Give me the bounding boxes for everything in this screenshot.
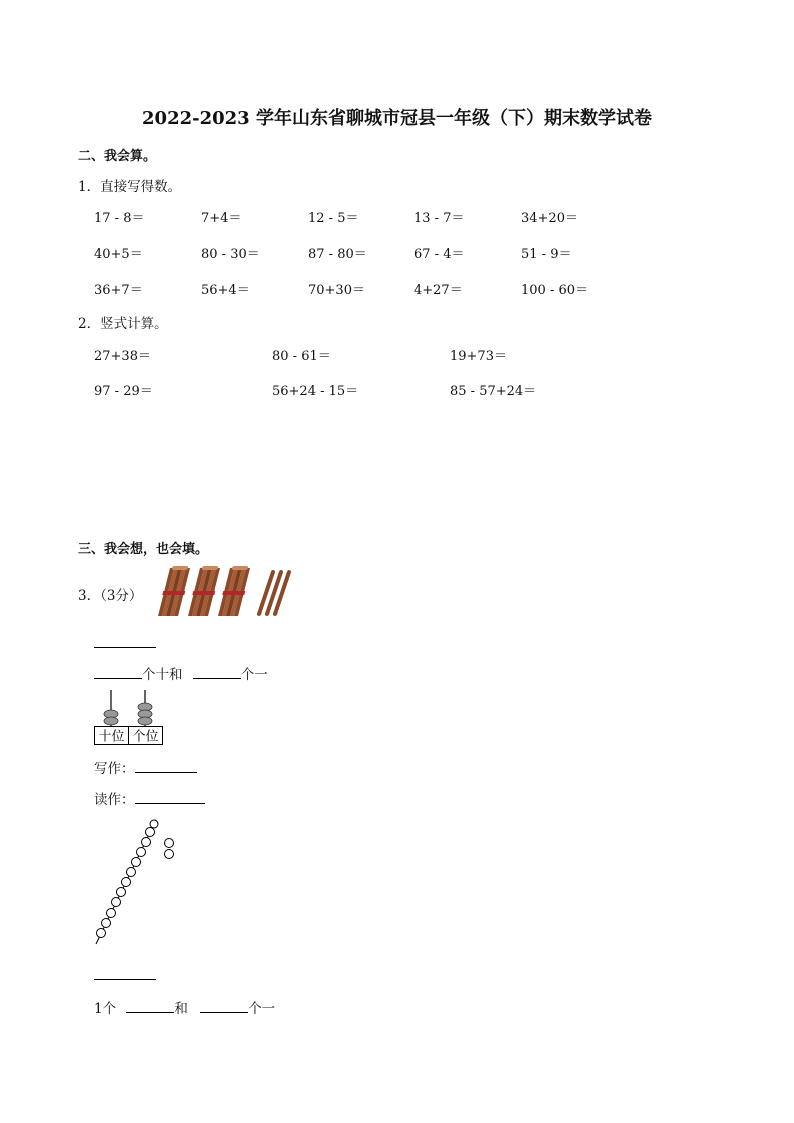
q2-equation: 80 - 61＝ xyxy=(272,349,331,364)
string-bead xyxy=(132,858,141,867)
tens-text: 个十和 xyxy=(142,667,183,683)
write-line xyxy=(94,757,197,777)
question-2-label: 2．竖式计算。 xyxy=(78,316,168,332)
string-bead xyxy=(146,828,155,837)
q1-equation: 4+27＝ xyxy=(414,283,463,298)
tens-place-label: 十位 xyxy=(98,729,125,745)
question-1-label: 1．直接写得数。 xyxy=(78,179,182,195)
ones-text: 个一 xyxy=(240,667,268,683)
q2-equation: 19+73＝ xyxy=(450,349,507,364)
string-bead xyxy=(97,929,106,938)
string-bead xyxy=(117,888,126,897)
q1-equation: 40+5＝ xyxy=(94,247,143,262)
last-prefix: 1个 xyxy=(94,1001,117,1017)
q1-equation: 80 - 30＝ xyxy=(201,247,260,262)
section-heading-3: 三、我会想，也会填。 xyxy=(78,542,209,557)
q1-equation: 100 - 60＝ xyxy=(521,283,589,298)
read-answer-blank[interactable] xyxy=(135,789,205,804)
ones-bead xyxy=(138,717,152,725)
q2-equation: 27+38＝ xyxy=(94,349,151,364)
ones-answer-blank[interactable] xyxy=(193,664,241,679)
last-middle: 和 xyxy=(174,1001,188,1017)
q1-equation: 34+20＝ xyxy=(521,211,578,226)
counting-sticks-figure xyxy=(155,564,295,620)
write-label: 写作： xyxy=(94,761,135,777)
stick-bundle xyxy=(217,566,251,616)
string-bead xyxy=(127,868,136,877)
q1-equation: 13 - 7＝ xyxy=(414,211,465,226)
q1-equation: 70+30＝ xyxy=(308,283,365,298)
string-bead xyxy=(112,898,121,907)
write-answer-blank[interactable] xyxy=(135,758,197,773)
bead-string-figure xyxy=(90,818,180,950)
q1-equation: 36+7＝ xyxy=(94,283,143,298)
string-bead xyxy=(102,919,111,928)
q2-equation: 97 - 29＝ xyxy=(94,384,153,399)
extra-bead xyxy=(165,850,174,859)
answer-blank[interactable] xyxy=(94,965,156,980)
last-answer-line xyxy=(94,997,275,1017)
abacus-figure xyxy=(94,688,164,746)
ones-place-label: 个位 xyxy=(132,729,159,745)
stick-bundle xyxy=(187,566,221,616)
read-line xyxy=(94,788,205,808)
last-suffix: 个一 xyxy=(248,1001,276,1017)
tens-ones-line xyxy=(94,663,268,683)
page-title: 2022-2023 学年山东省聊城市冠县一年级（下）期末数学试卷 xyxy=(142,108,652,129)
string-bead xyxy=(150,820,158,828)
tens-answer-blank[interactable] xyxy=(94,664,142,679)
q1-equation: 87 - 80＝ xyxy=(308,247,367,262)
q1-equation: 17 - 8＝ xyxy=(94,211,145,226)
q1-equation: 51 - 9＝ xyxy=(521,247,572,262)
q1-equation: 67 - 4＝ xyxy=(414,247,465,262)
string-bead xyxy=(122,878,131,887)
answer-blank[interactable] xyxy=(94,633,156,648)
q1-equation: 7+4＝ xyxy=(201,211,242,226)
string-bead xyxy=(107,909,116,918)
string-bead xyxy=(142,838,151,847)
q2-equation: 85 - 57+24＝ xyxy=(450,384,537,399)
string-bead xyxy=(137,848,146,857)
tens-bead xyxy=(104,717,118,725)
question-3-label: 3．（3分） xyxy=(78,588,143,604)
extra-bead xyxy=(165,839,174,848)
stick-bundle xyxy=(157,566,191,616)
q2-equation: 56+24 - 15＝ xyxy=(272,384,359,399)
last-answer-blank-1[interactable] xyxy=(126,998,174,1013)
q1-equation: 56+4＝ xyxy=(201,283,250,298)
q1-equation: 12 - 5＝ xyxy=(308,211,359,226)
last-answer-blank-2[interactable] xyxy=(200,998,248,1013)
section-heading-2: 二、我会算。 xyxy=(78,149,157,164)
read-label: 读作： xyxy=(94,792,135,808)
